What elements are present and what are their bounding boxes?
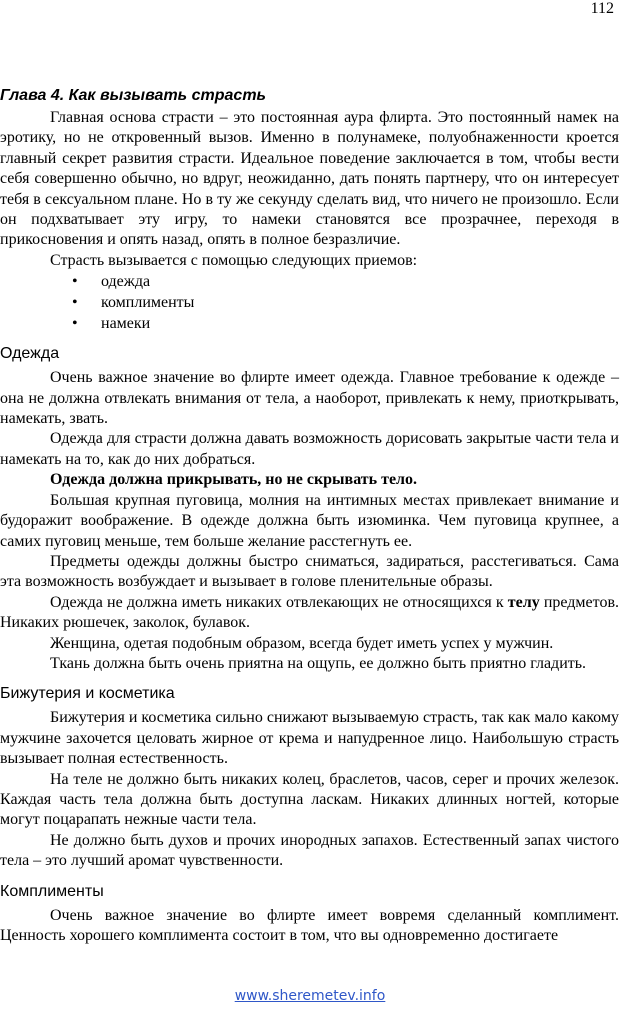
bullet-icon: • [72, 294, 78, 312]
bullet-icon: • [72, 315, 78, 333]
bold-word: телу [507, 593, 540, 611]
paragraph: Очень важное значение во флирте имеет вовремя сделанный комплимент. Ценность хорошего комплимента состоит в том, что вы одновременно достигаете [0, 906, 619, 944]
paragraph: Бижутерия и косметика сильно снижают вызываемую страсть, так как мало какому мужчине захочется целовать жирное от крема и напудренное лицо. Наибольшую страсть вызывает полная естественность. [0, 709, 619, 768]
paragraph: Страсть вызывается с помощью следующих приемов: [50, 251, 418, 269]
list-item-text: одежда [101, 273, 151, 291]
paragraph: На теле не должно быть никаких колец, браслетов, часов, серег и прочих железок. Каждая часть тела должна быть доступна ласкам. Никаких длинных ногтей, которые могут поцарапать нежные части тела. [0, 770, 619, 829]
list-item [0, 271, 619, 292]
text-run: предметов. Никаких рюшечек, заколок, булавок. [0, 593, 619, 632]
text-run: Одежда не должна иметь никаких отвлекающих не относящихся к [50, 593, 508, 611]
website-link[interactable]: www.sheremetev.info [234, 988, 386, 1004]
section-heading-compliments: Комплименты [0, 882, 104, 900]
page-content [0, 86, 619, 946]
chapter-title: Глава 4. Как вызывать страсть [0, 87, 267, 104]
paragraph: Предметы одежды должны быстро сниматься, задираться, расстегиваться. Сама эта возможность возбуждает и вызывает в голове пленительные образы. [0, 552, 619, 591]
bold-statement: Одежда должна прикрывать, но не скрывать тело. [50, 471, 418, 489]
paragraph: Очень важное значение во флирте имеет одежда. Главное требование к одежде – она не должна отвлекать внимания от тела, а наоборот, привлекать к нему, приоткрывать, намекать, звать. [0, 369, 619, 428]
list-item-text: намеки [101, 315, 151, 333]
paragraph: Одежда для страсти должна давать возможность дорисовать закрытые части тела и намекать на то, как до них добраться. [0, 430, 619, 468]
paragraph: Главная основа страсти – это постоянная аура флирта. Это постоянный намек на эротику, но не откровенный вызов. Именно в полунамеке, полуобнаженности кроется главный секрет развития страсти. Идеальное поведение заключается в том, чтобы вести себя совершенно обычно, но вдруг, неожиданно, дать понять партнеру, что он интересует тебя в сексуальном плане. Но в ту же секунду сделать вид, что ничего не произошло. Если он подхватывает эту игру, то намеки становятся все прозрачнее, переходя в прикосновения и опять назад, опять в полное безразличие. [0, 109, 619, 249]
paragraph: Не должно быть духов и прочих инородных запахов. Естественный запах чистого тела – это лучший аромат чувственности. [0, 831, 619, 870]
section-heading-clothing: Одежда [0, 345, 60, 363]
bullet-icon: • [72, 273, 78, 291]
technique-list [0, 271, 619, 334]
paragraph: Ткань должна быть очень приятна на ощупь, ее должно быть приятно гладить. [50, 654, 587, 672]
list-item-text: комплименты [101, 294, 195, 312]
paragraph: Большая крупная пуговица, молния на интимных местах привлекает внимание и будоражит воображение. В одежде должна быть изюминка. Чем пуговица крупнее, а самих пуговиц меньше, тем больше желание расстегнуть ее. [0, 491, 619, 550]
page-number: 112 [590, 0, 614, 17]
list-item [0, 292, 619, 313]
paragraph: Женщина, одетая подобным образом, всегда будет иметь успех у мужчин. [50, 634, 554, 652]
list-item [0, 313, 619, 334]
paragraph [0, 593, 619, 634]
section-heading-jewelry: Бижутерия и косметика [0, 685, 175, 703]
